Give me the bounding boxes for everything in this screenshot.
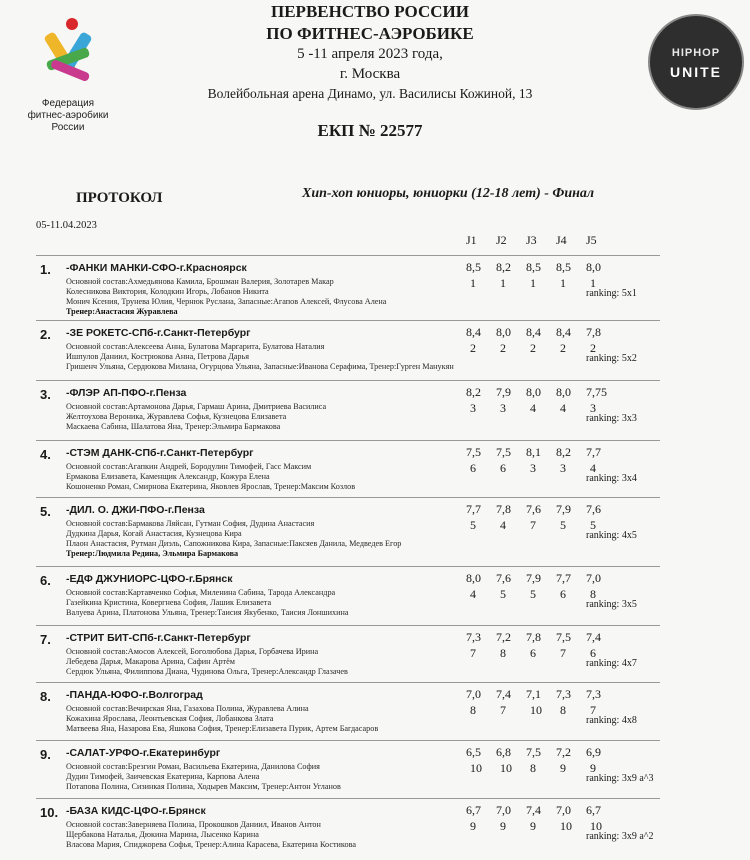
judge-score: 8,4 [526, 325, 541, 339]
result-entry [36, 566, 660, 626]
judge-score: 7,5 [556, 630, 571, 644]
judge-score: 8,2 [496, 260, 511, 274]
judge-score: 7,75 [586, 385, 607, 399]
judge-place: 3 [530, 461, 536, 475]
result-entry [36, 625, 660, 683]
judge-score: 8,4 [556, 325, 571, 339]
judge-score: 7,3 [556, 687, 571, 701]
judge-score: 7,7 [466, 502, 481, 516]
team-name: -ДИЛ. О. ДЖИ-ПФО-г.Пенза [66, 504, 205, 516]
roster-line: Основной состав:Артамонова Дарья, Гармаш Арина, Дмитриева Василиса [66, 402, 327, 411]
judge-score: 6,9 [586, 745, 601, 759]
judge-place: 4 [470, 587, 476, 601]
judge-score: 8,1 [526, 445, 541, 459]
judge-place: 2 [560, 341, 566, 355]
judge-place: 2 [500, 341, 506, 355]
roster-line: Ишпулов Даниил, Кострюкова Анна, Петрова Дарья [66, 352, 250, 361]
roster-line: Валуева Арина, Платонова Ульяна, Тренер:Таисия Якубенко, Таисия Лоншихина [66, 608, 349, 617]
federation-name [8, 98, 128, 134]
roster-line: Основной состав:Заверняева Полина, Прокошков Даниил, Иванов Антон [66, 820, 321, 829]
roster-line: Щербакова Наталья, Дюкина Марина, Лысенко Карина [66, 830, 259, 839]
judge-place: 4 [500, 518, 506, 532]
document-header [150, 0, 590, 141]
title-line-2: ПО ФИТНЕС-АЭРОБИКЕ [266, 24, 474, 43]
judge-place: 8 [530, 761, 536, 775]
judge-place: 3 [560, 461, 566, 475]
judge-place: 8 [500, 646, 506, 660]
judge-score: 7,8 [526, 630, 541, 644]
result-entry [36, 380, 660, 441]
roster-line: Кошоненко Роман, Смирнова Екатерина, Яковлев Ярослав, Тренер:Максим Козлов [66, 482, 356, 491]
judge-score: 6,8 [496, 745, 511, 759]
judge-place: 10 [530, 703, 542, 717]
judge-score: 6,7 [586, 803, 601, 817]
judge-place: 7 [560, 646, 566, 660]
judge-score: 8,0 [556, 385, 571, 399]
judge-place: 5 [470, 518, 476, 532]
ranking-summary: ranking: 3x9 a^2 [586, 831, 654, 842]
roster-line: Власова Мария, Спиджорева Софья, Тренер:Алина Карасева, Екатерина Костикова [66, 840, 356, 849]
fitness-aerobics-logo-icon [32, 16, 104, 96]
judge-score: 7,9 [526, 571, 541, 585]
entry-rank: 8. [40, 689, 51, 704]
result-entry [36, 255, 660, 321]
judge-score: 7,3 [586, 687, 601, 701]
entry-rank: 7. [40, 632, 51, 647]
judge-score: 7,6 [586, 502, 601, 516]
judge-score: 7,8 [586, 325, 601, 339]
entry-rank: 2. [40, 327, 51, 342]
judge-1-label: J1 [466, 233, 477, 247]
ranking-summary: ranking: 5x2 [586, 353, 637, 364]
roster-line: Дудин Тимофей, Заичевская Екатерина, Карпова Алена [66, 772, 260, 781]
event-venue: Волейбольная арена Динамо, ул. Василисы Кожиной, 13 [207, 86, 533, 101]
entry-rank: 1. [40, 262, 51, 277]
badge-line-1: HIPHOP [671, 47, 721, 59]
result-entry [36, 440, 660, 498]
judge-2-label: J2 [496, 233, 507, 247]
judge-score: 7,9 [496, 385, 511, 399]
judge-score: 7,0 [466, 687, 481, 701]
judge-place: 8 [560, 703, 566, 717]
judge-place: 10 [590, 819, 602, 833]
judge-score: 6,7 [466, 803, 481, 817]
federation-logo [8, 16, 128, 134]
judge-score: 7,4 [496, 687, 511, 701]
judge-place: 8 [470, 703, 476, 717]
judge-place: 2 [590, 341, 596, 355]
entry-rank: 9. [40, 747, 51, 762]
judge-3-label: J3 [526, 233, 537, 247]
team-name: -ФАНКИ МАНКИ-СФО-г.Красноярск [66, 262, 247, 274]
judge-score: 7,6 [496, 571, 511, 585]
judge-place: 9 [500, 819, 506, 833]
judge-score: 8,0 [496, 325, 511, 339]
ranking-summary: ranking: 4x5 [586, 530, 637, 541]
team-name: -ПАНДА-ЮФО-г.Волгоград [66, 689, 203, 701]
judge-place: 3 [500, 401, 506, 415]
roster-line: Гришенч Ульяна, Сердюкова Милана, Огурцова Ульяна, Запасные:Иванова Серафима, Тренер:Гурген Манукян [66, 362, 454, 371]
coach-line: Тренер:Анастасия Журавлева [66, 307, 178, 316]
entry-rank: 3. [40, 387, 51, 402]
judge-score: 7,7 [556, 571, 571, 585]
protocol-date: 05-11.04.2023 [36, 220, 97, 231]
judge-place: 6 [530, 646, 536, 660]
roster-line: Основной состав:Бармакова Ляйсан, Гутман София, Дудина Анастасия [66, 519, 315, 528]
judge-place: 1 [560, 276, 566, 290]
judge-score: 7,4 [526, 803, 541, 817]
judge-score: 7,8 [496, 502, 511, 516]
roster-line: Основной состав:Алексеева Анна, Булатова Маргарита, Булатова Наталия [66, 342, 325, 351]
judge-score: 7,5 [496, 445, 511, 459]
judge-place: 7 [500, 703, 506, 717]
judge-score: 7,5 [466, 445, 481, 459]
judge-place: 9 [590, 761, 596, 775]
event-city: г. Москва [339, 66, 401, 82]
team-name: -САЛАТ-УРФО-г.Екатеринбург [66, 747, 221, 759]
judge-place: 5 [560, 518, 566, 532]
judge-score: 7,9 [556, 502, 571, 516]
judge-score: 7,0 [556, 803, 571, 817]
judge-score: 7,2 [556, 745, 571, 759]
judge-4-label: J4 [556, 233, 567, 247]
judge-place: 1 [530, 276, 536, 290]
entry-rank: 6. [40, 573, 51, 588]
judge-score: 7,0 [586, 571, 601, 585]
coach-line: Тренер:Людмила Редина, Эльмира Бармакова [66, 549, 239, 558]
judge-place: 8 [590, 587, 596, 601]
roster-line: Основной состав:Ахмедьянова Камила, Брошман Валерия, Золотарев Макар [66, 277, 334, 286]
judge-place: 9 [560, 761, 566, 775]
team-name: -СТРИТ БИТ-СПб-г.Санкт-Петербург [66, 632, 251, 644]
team-name: -ЕДФ ДЖУНИОРС-ЦФО-г.Брянск [66, 573, 233, 585]
ranking-summary: ranking: 4x7 [586, 658, 637, 669]
judge-score: 7,3 [466, 630, 481, 644]
judge-place: 4 [560, 401, 566, 415]
roster-line: Плаон Анастасия, Рутман Диэль, Сапожникова Кира, Запасные:Паксяев Данила, Медведев Егор [66, 539, 402, 548]
judge-place: 5 [530, 587, 536, 601]
judge-place: 7 [590, 703, 596, 717]
judge-score: 8,5 [526, 260, 541, 274]
category-title: Хип-хоп юниоры, юниорки (12-18 лет) - Финал [302, 186, 595, 201]
federation-line-1: Федерация [41, 98, 95, 109]
judge-place: 6 [590, 646, 596, 660]
ranking-summary: ranking: 3x4 [586, 473, 637, 484]
ranking-summary: ranking: 3x9 a^3 [586, 773, 654, 784]
judge-place: 6 [500, 461, 506, 475]
team-name: -СТЭМ ДАНК-СПб-г.Санкт-Петербург [66, 447, 254, 459]
team-name: -БАЗА КИДС-ЦФО-г.Брянск [66, 805, 206, 817]
result-entry [36, 320, 660, 381]
judge-place: 2 [530, 341, 536, 355]
roster-line: Ермакова Елизавета, Каменщик Александр, Кожура Елена [66, 472, 270, 481]
judge-place: 1 [500, 276, 506, 290]
roster-line: Маскаева Сабина, Шалатова Яна, Тренер:Эльмира Бармакова [66, 422, 281, 431]
roster-line: Основной состав:Брезгин Роман, Васильева Екатерина, Данилова София [66, 762, 320, 771]
judge-score: 7,6 [526, 502, 541, 516]
roster-line: Основной состав:Картавченко Софья, Миленина Сабина, Тарода Александра [66, 588, 336, 597]
judge-place: 7 [470, 646, 476, 660]
result-entry [36, 798, 660, 857]
judge-score: 7,0 [496, 803, 511, 817]
judge-place: 1 [470, 276, 476, 290]
roster-line: Желтоухова Вероника, Журавлева Софья, Кузнецова Елизавета [66, 412, 287, 421]
entry-rank: 10. [40, 805, 59, 820]
title-line-1: ПЕРВЕНСТВО РОССИИ [271, 2, 469, 21]
federation-line-2: фитнес-аэробики [27, 110, 109, 121]
roster-line: Кожахина Ярослава, Леонтьевская София, Лобанкова Злата [66, 714, 274, 723]
ekp-number: ЕКП № 22577 [317, 121, 423, 140]
roster-line: Дудкина Дарья, Когай Анастасия, Кузнецова Кира [66, 529, 242, 538]
judge-score: 8,4 [466, 325, 481, 339]
roster-line: Основной состав:Вечирская Яна, Газахова Полина, Журавлева Алина [66, 704, 309, 713]
judge-score: 7,7 [586, 445, 601, 459]
result-entry [36, 740, 660, 799]
roster-line: Колесникова Виктория, Колодкин Игорь, Лобанов Никита [66, 287, 269, 296]
ranking-summary: ranking: 3x5 [586, 599, 637, 610]
ranking-summary: ranking: 5x1 [586, 288, 637, 299]
judge-place: 6 [560, 587, 566, 601]
roster-line: Сердюк Ульяна, Филиппова Диана, Чудинова Ольга, Тренер:Александр Глазачев [66, 667, 348, 676]
judge-place: 5 [590, 518, 596, 532]
roster-line: Лебедева Дарья, Макарова Арина, Сафин Артём [66, 657, 235, 666]
judge-place: 5 [500, 587, 506, 601]
judge-place: 10 [470, 761, 482, 775]
roster-line: Монич Ксения, Трунева Юлия, Чернюк Руслана, Запасные:Агапов Алексей, Флусова Алена [66, 297, 387, 306]
judge-place: 9 [530, 819, 536, 833]
judge-score: 7,2 [496, 630, 511, 644]
team-name: -ФЛЭР АП-ПФО-г.Пенза [66, 387, 187, 399]
judge-place: 4 [590, 461, 596, 475]
judge-score: 8,2 [466, 385, 481, 399]
judge-score: 8,0 [586, 260, 601, 274]
result-entry [36, 497, 660, 567]
judge-place: 9 [470, 819, 476, 833]
roster-line: Основной состав:Амосов Алексей, Боголюбова Дарья, Горбачева Ирина [66, 647, 319, 656]
entry-rank: 5. [40, 504, 51, 519]
judge-score: 8,2 [556, 445, 571, 459]
roster-line: Газейкина Кристина, Ковергнева София, Лашик Елизавета [66, 598, 272, 607]
judge-place: 7 [530, 518, 536, 532]
judge-score: 8,0 [466, 571, 481, 585]
judge-score: 7,5 [526, 745, 541, 759]
judge-place: 10 [500, 761, 512, 775]
team-name: -ЗЕ РОКЕТС-СПб-г.Санкт-Петербург [66, 327, 251, 339]
roster-line: Потапова Полина, Сизинкая Полина, Ходырев Максим, Тренер:Антон Угланов [66, 782, 341, 791]
result-entry [36, 682, 660, 741]
judge-place: 10 [560, 819, 572, 833]
roster-line: Основной состав:Агапкин Андрей, Бородулин Тимофей, Гасс Максим [66, 462, 312, 471]
judge-score: 8,5 [466, 260, 481, 274]
hiphop-unite-badge [648, 14, 744, 110]
judge-score: 7,4 [586, 630, 601, 644]
ranking-summary: ranking: 4x8 [586, 715, 637, 726]
entry-rank: 4. [40, 447, 51, 462]
judge-5-label: J5 [586, 233, 597, 247]
federation-line-3: России [51, 122, 85, 133]
judge-place: 6 [470, 461, 476, 475]
judge-place: 3 [470, 401, 476, 415]
event-dates: 5 -11 апреля 2023 года, [297, 46, 443, 62]
judge-score: 8,5 [556, 260, 571, 274]
protocol-title: ПРОТОКОЛ [76, 190, 163, 206]
judge-place: 1 [590, 276, 596, 290]
judge-score: 8,0 [526, 385, 541, 399]
judge-score: 7,1 [526, 687, 541, 701]
judge-place: 2 [470, 341, 476, 355]
judge-score: 6,5 [466, 745, 481, 759]
ranking-summary: ranking: 3x3 [586, 413, 637, 424]
judge-place: 4 [530, 401, 536, 415]
badge-line-2: UNITE [670, 64, 722, 80]
judge-place: 3 [590, 401, 596, 415]
roster-line: Матвеева Яна, Назарова Ева, Яшкова София, Тренер:Елизавета Пурик, Артем Багдасаров [66, 724, 379, 733]
